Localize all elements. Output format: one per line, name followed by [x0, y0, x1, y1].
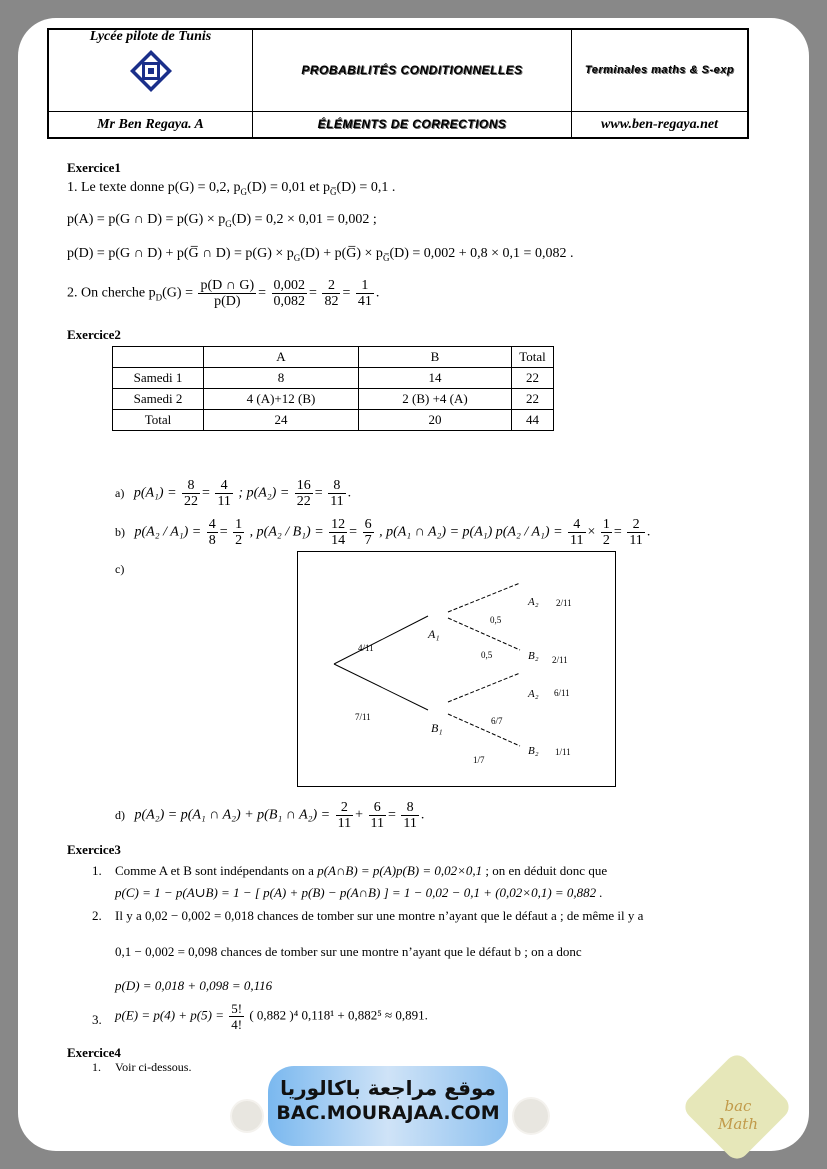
node-a2-bot: A₂ — [528, 688, 539, 700]
fraction: $\frac{6}{11}$ — [370, 800, 384, 831]
ex1-line2 — [67, 212, 377, 229]
table-cell: 4 (A)+12 (B) — [204, 389, 359, 410]
ex3-item1-formula: p(C) = 1 − p(A∪B) = 1 − [ p(A) + p(B) − p(A∩B) ] = 1 − 0,02 − 0,1 + (0,02×0,1) = 0,882 . — [115, 885, 603, 900]
ex3-item2-a: Il y a 0,02 − 0,002 = 0,018 chances de tomber sur une montre n’ayant que le défaut a ; de même il y a — [115, 908, 644, 923]
fraction: $\frac{1}{2}$ — [235, 517, 243, 548]
node-b1: B₁ — [431, 721, 443, 735]
weight-b1b2: 1/7 — [473, 755, 485, 765]
fraction: $\frac{16}{22}$ — [296, 478, 311, 509]
list-num: 2. — [92, 908, 102, 923]
footer-banner[interactable] — [268, 1066, 508, 1146]
node-a2-top: A₂ — [528, 596, 539, 608]
node-b2-bot: B₂ — [528, 745, 539, 757]
table-cell: 44 — [512, 410, 554, 431]
header-school-cell — [48, 29, 253, 111]
ex1-sub-g: G — [240, 186, 248, 197]
table-cell: Total — [512, 347, 554, 368]
ex1-l2-rest: (D) = 0,2 × 0,01 = 0,002 ; — [231, 212, 377, 227]
fraction: $\frac{0,002}{0,082}$ — [273, 278, 306, 309]
fraction: $\frac{5!}{4!}$ — [231, 1001, 243, 1032]
fraction: $\frac{4}{8}$ — [208, 517, 216, 548]
table-row — [113, 347, 554, 368]
exercise4-heading: Exercice4 — [67, 1045, 121, 1060]
ex1-line3 — [67, 246, 573, 263]
weight-b1a2: 6/7 — [491, 716, 503, 726]
document-subtitle: ÉLÉMENTS DE CORRECTIONS — [317, 117, 507, 132]
header-title-cell — [253, 29, 572, 111]
fraction: $\frac{12}{14}$ — [331, 517, 346, 548]
fraction: $\frac{2}{11}$ — [629, 517, 643, 548]
header-subtitle-cell — [253, 111, 572, 138]
footer-right-logo-icon — [514, 1099, 548, 1133]
table-cell: 8 — [204, 368, 359, 389]
header-table — [47, 28, 749, 139]
footer-site-link[interactable]: BAC.MOURAJAA.COM — [276, 1102, 500, 1124]
ex1-l2-sub: G — [225, 218, 232, 229]
expr: ; p(A₂) = — [238, 485, 290, 501]
ex1-l4-g: (G) = — [162, 285, 193, 301]
weight-a1a2: 0,5 — [490, 615, 502, 625]
ex3-item2-b: 0,1 − 0,002 = 0,098 chances de tomber sur une montre n’ayant que le défaut b ; on a donc — [115, 944, 582, 959]
ex1-line4: 2. On cherche $p_D(G)$ = $\frac{p(D \cap G)}{p(D)}$ = $\frac{0,002}{0,082}$ = $\frac{2}{82}$ = $\frac{1}{41}$ . — [67, 278, 380, 309]
ex1-l4-sub: D — [155, 292, 163, 303]
ex1-l3-a: p(D) = p(G ∩ D) + p(G̅ ∩ D) = p(G) × p — [67, 246, 294, 261]
ex1-l3-sub2: G̅ — [382, 252, 390, 263]
table-row — [113, 368, 554, 389]
result-3: 6/11 — [554, 688, 570, 698]
node-a1: A₁ — [428, 627, 440, 641]
fraction: $\frac{p(D \cap G)}{p(D)}$ — [200, 278, 255, 309]
teacher-name: Mr Ben Regaya. A — [97, 117, 204, 133]
ex2-b: b) p(A₂ / A₁) = $\frac{4}{8}$ = $\frac{1}{2}$ , p(A₂ / B₁) = $\frac{12}{14}$ = $\frac{6}{7}$ , p(A₁ ∩ A₂) = p(A₁) p(A₂ / A₁) = $\frac{4}{11}$ × $\frac{1}{2}$ = $\frac{2}{11}$ . — [115, 517, 651, 548]
fraction: $\frac{1}{2}$ — [602, 517, 610, 548]
ex1-pgd: (D) = 0,01 — [247, 180, 306, 195]
exercise1-heading: Exercice1 — [67, 160, 121, 175]
ex1-l4-p: p — [148, 285, 156, 301]
fraction: $\frac{2}{82}$ — [324, 278, 339, 309]
fraction: $\frac{8}{11}$ — [403, 800, 417, 831]
list-num: 1. — [92, 863, 102, 878]
table-cell: Samedi 1 — [113, 368, 204, 389]
exercise3-heading: Exercice3 — [67, 842, 121, 857]
fraction: $\frac{8}{11}$ — [330, 478, 344, 509]
table-cell: 2 (B) +4 (A) — [359, 389, 512, 410]
table-cell: 22 — [512, 389, 554, 410]
probability-tree — [297, 551, 616, 787]
list-num: 1. — [92, 1060, 101, 1074]
table-row — [113, 410, 554, 431]
expr: p(E) = p(4) + p(5) = — [115, 1007, 224, 1023]
ex1-p: p — [233, 180, 241, 195]
text: ; on en déduit donc que — [485, 863, 608, 878]
expr: ( 0,882 )⁴ 0,118¹ + 0,882⁵ ≈ 0,891. — [249, 1007, 428, 1023]
weight-a1b2: 0,5 — [481, 650, 493, 660]
item-label: a) — [115, 485, 125, 500]
ex2-d: d) p(A₂) = p(A₁ ∩ A₂) + p(B₁ ∩ A₂) = $\frac{2}{11}$ + $\frac{6}{11}$ = $\frac{8}{11}$ . — [115, 800, 425, 831]
fraction: $\frac{4}{11}$ — [217, 478, 231, 509]
ex1-pg: p(G) = 0,2, — [167, 180, 231, 195]
expr: , p(A₁ ∩ A₂) = p(A₁) p(A₂ / A₁) = — [379, 524, 563, 540]
ex3-item1 — [115, 863, 607, 879]
table-cell: 24 — [204, 410, 359, 431]
ex1-l3-sub1: G — [293, 252, 301, 263]
footer-left-logo-icon — [232, 1101, 262, 1131]
weight-b1: 7/11 — [355, 712, 371, 722]
expr: p(A₁) = — [133, 485, 177, 501]
header-teacher-cell — [48, 111, 253, 138]
ex1-intro: 1. Le texte donne — [67, 180, 165, 195]
school-name: Lycée pilote de Tunis — [89, 28, 212, 44]
expr: p(A₂) = p(A₁ ∩ A₂) + p(B₁ ∩ A₂) = — [134, 807, 331, 823]
result-4: 1/11 — [555, 747, 571, 757]
header-level-cell — [572, 29, 749, 111]
fraction: $\frac{8}{22}$ — [184, 478, 199, 509]
ex3-item2-c: p(D) = 0,018 + 0,098 = 0,116 — [115, 978, 273, 993]
data-table — [112, 346, 554, 431]
text: Comme A et B sont indépendants on a — [115, 863, 314, 878]
class-level: Terminales maths & S-exp — [584, 64, 735, 77]
table-cell: 20 — [359, 410, 512, 431]
item-label: d) — [115, 807, 125, 822]
result-1: 2/11 — [556, 598, 572, 608]
result-2: 2/11 — [552, 655, 568, 665]
expr: p(A∩B) = p(A)p(B) = 0,02×0,1 — [317, 863, 483, 878]
table-cell: 14 — [359, 368, 512, 389]
table-cell: B — [359, 347, 512, 368]
ex1-line1 — [67, 180, 395, 197]
table-cell: 22 — [512, 368, 554, 389]
item-label: c) — [115, 562, 125, 576]
ex1-l2: p(A) = p(G ∩ D) = p(G) × p — [67, 212, 226, 227]
table-cell: A — [204, 347, 359, 368]
website-link[interactable]: www.ben-regaya.net — [601, 117, 718, 133]
table-cell — [113, 347, 204, 368]
ex1-p2: p — [322, 180, 330, 195]
fraction: $\frac{1}{41}$ — [357, 278, 372, 309]
ex1-l3-b: (D) + p(G̅) × p — [300, 246, 383, 261]
ex3-item3 — [115, 1001, 428, 1032]
expr: , p(A₂ / B₁) = — [249, 524, 324, 540]
bac-math-logo-text: bac Math — [718, 1097, 758, 1133]
node-b2-top: B₂ — [528, 650, 539, 662]
footer-arabic-text: موقع مراجعة باكالوريا — [280, 1076, 496, 1100]
header-website-cell — [572, 111, 749, 138]
item-label: b) — [115, 524, 125, 539]
table-row — [113, 389, 554, 410]
ex1-pgbard: (D) = 0,1 . — [336, 180, 396, 195]
fraction: $\frac{2}{11}$ — [337, 800, 352, 831]
weight-a1: 4/11 — [358, 643, 374, 653]
ex1-l4-intro: 2. On cherche — [67, 285, 146, 301]
list-num: 3. — [92, 1012, 102, 1027]
exercise2-heading: Exercice2 — [67, 327, 121, 342]
ex1-and: et — [309, 180, 320, 195]
school-logo-icon — [129, 49, 173, 93]
ex1-l3-c: (D) = 0,002 + 0,8 × 0,1 = 0,082 . — [389, 246, 574, 261]
ex2-a: a) p(A₁) = $\frac{8}{22}$ = $\frac{4}{11}$ ; p(A₂) = $\frac{16}{22}$ = $\frac{8}{11}$ . — [115, 478, 352, 509]
table-cell: Total — [113, 410, 204, 431]
expr: p(A₂ / A₁) = — [134, 524, 202, 540]
document-title: PROBABILITÉS CONDITIONNELLES — [301, 63, 523, 78]
ex4-item1: Voir ci-dessous. — [115, 1060, 192, 1074]
table-cell: Samedi 2 — [113, 389, 204, 410]
fraction: $\frac{6}{7}$ — [364, 517, 372, 548]
fraction: $\frac{4}{11}$ — [570, 517, 584, 548]
ex1-sub-gbar: G̅ — [329, 186, 337, 197]
